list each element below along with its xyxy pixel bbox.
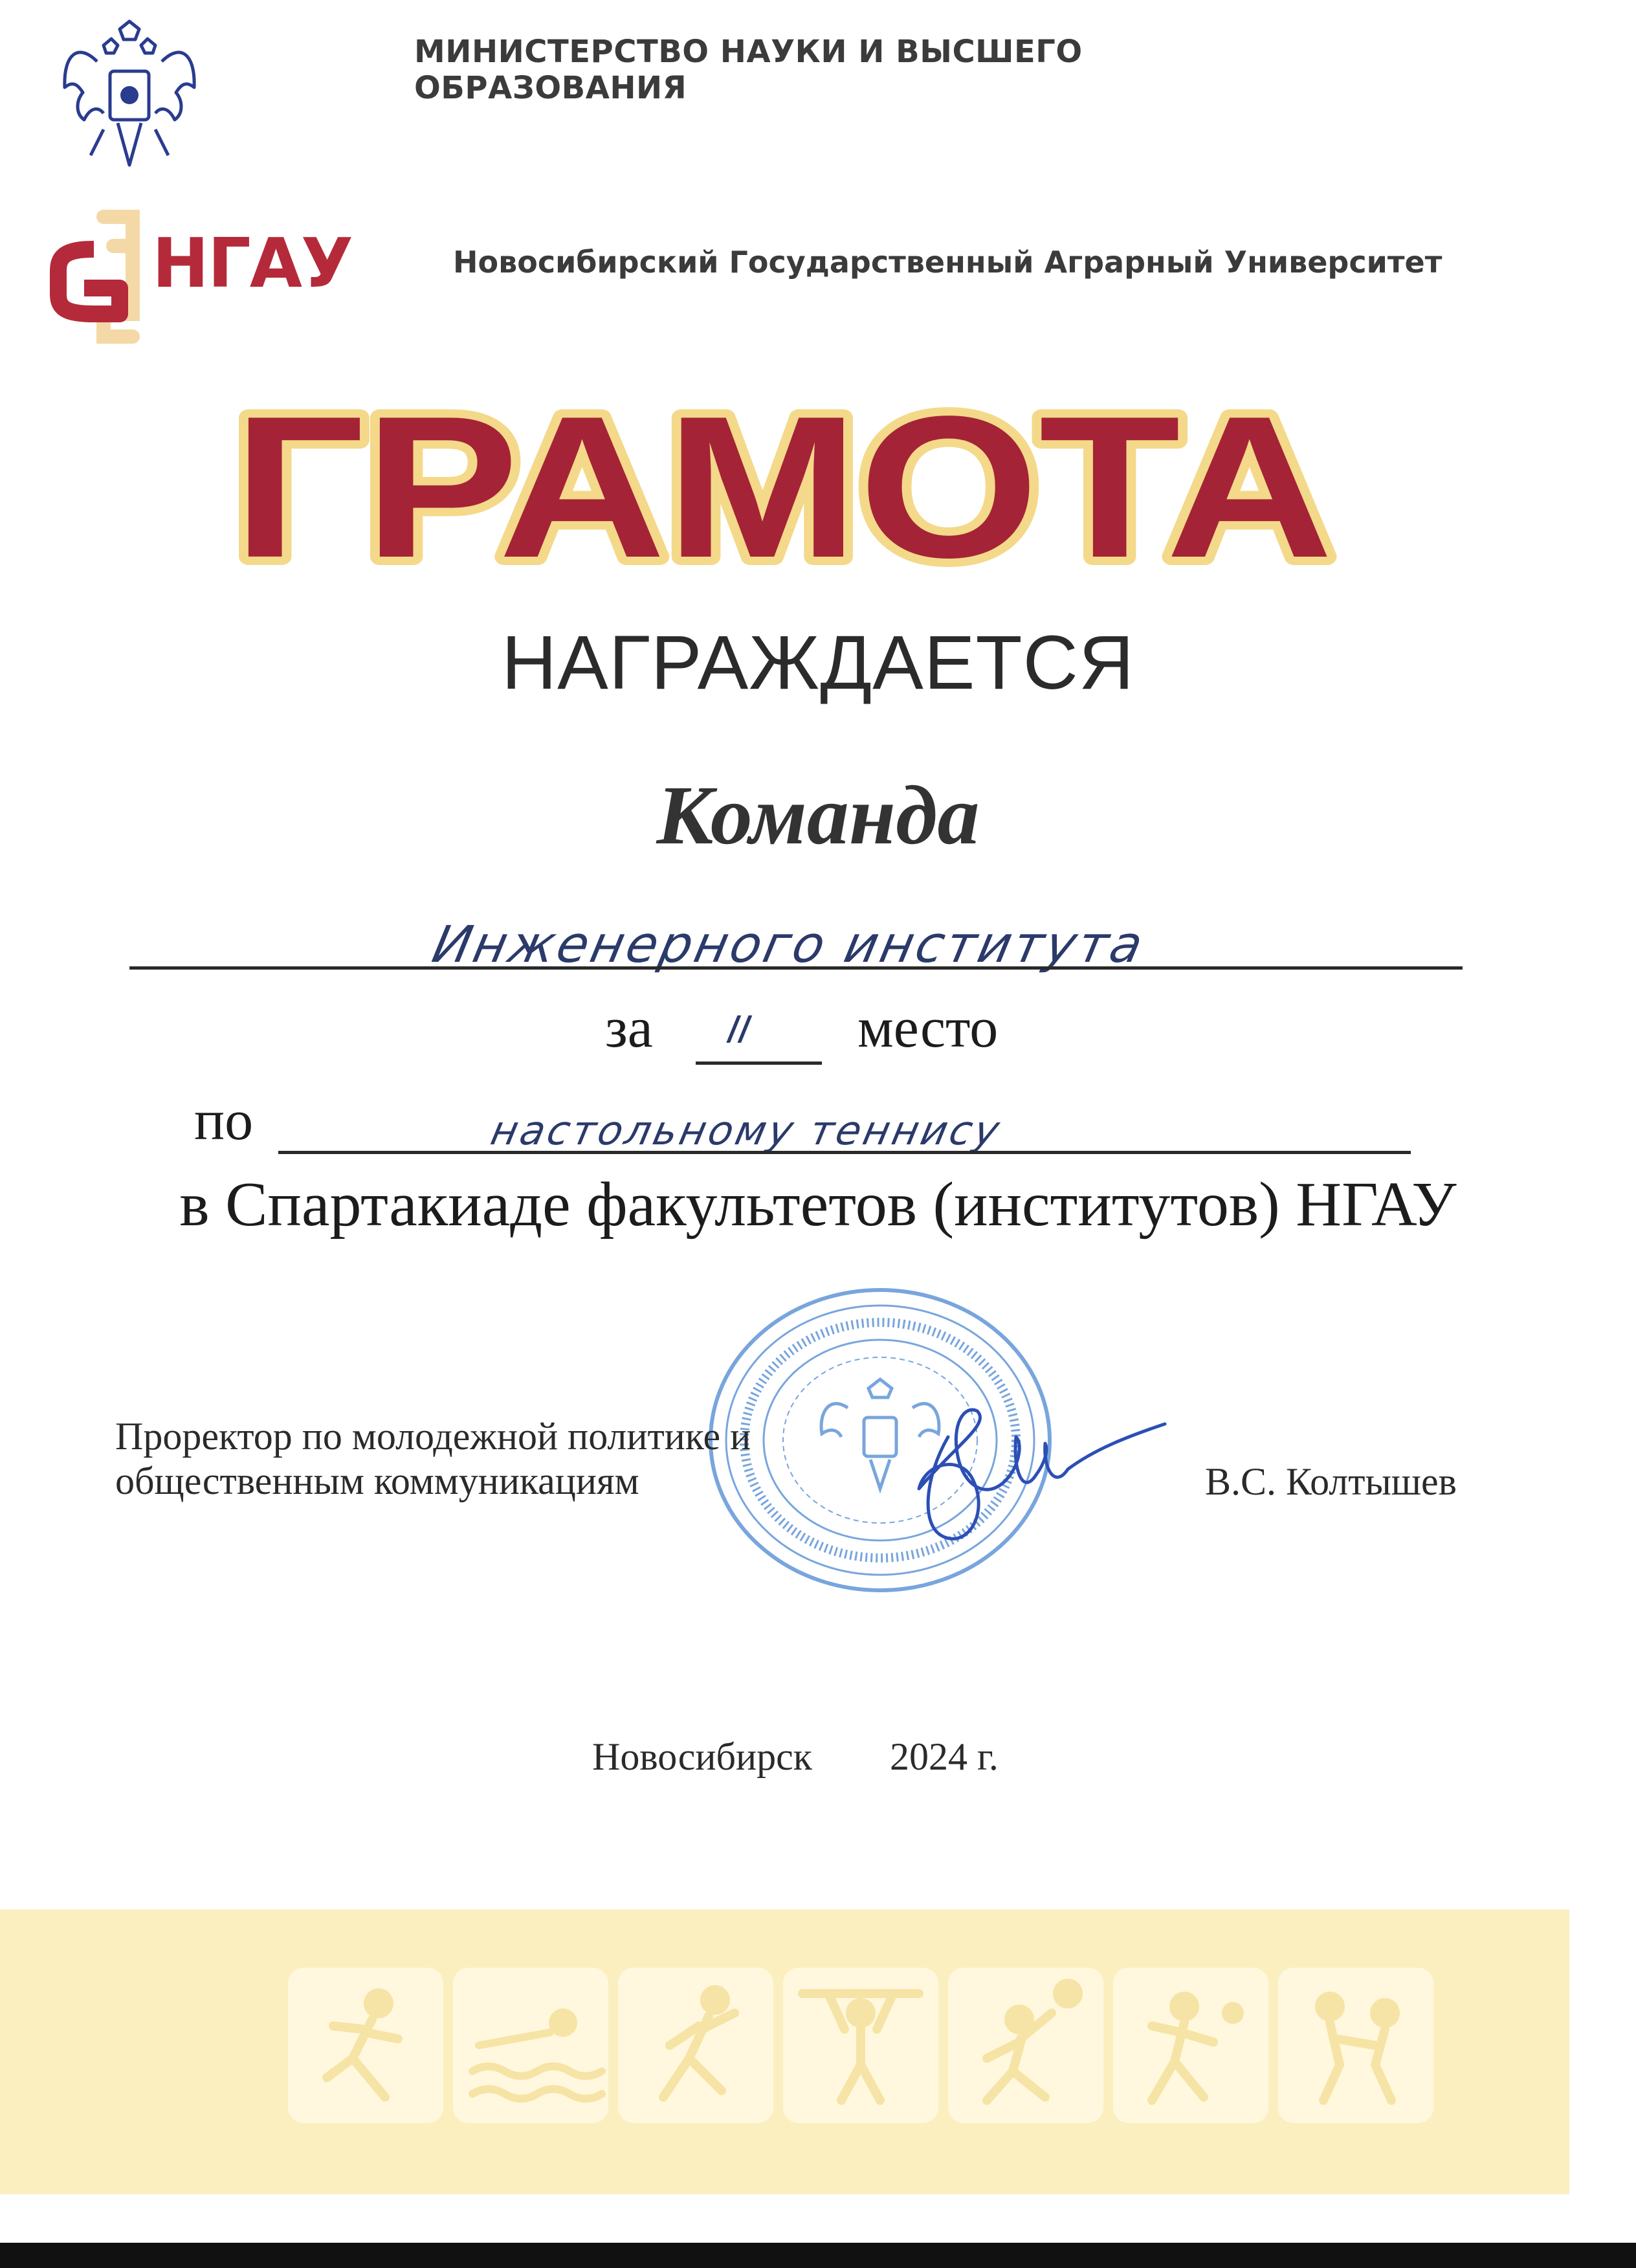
- place-underline: [696, 1062, 822, 1065]
- event-line: в Спартакиаде факультетов (институтов) НГАУ: [179, 1170, 1457, 1240]
- certificate-title: [214, 350, 1353, 595]
- sport-pictogram-table-tennis: [1113, 1968, 1268, 2123]
- signatory-position-line2: общественным коммуникациям: [115, 1460, 639, 1502]
- handwritten-signature: [900, 1398, 1171, 1566]
- footer-year: 2024 г.: [890, 1735, 999, 1778]
- recipient-underline: [129, 966, 1463, 970]
- place-handwritten: II: [723, 1008, 755, 1052]
- sports-band: [0, 1909, 1569, 2194]
- signatory-position-line1: Проректор по молодежной политике и: [115, 1415, 751, 1458]
- state-emblem-icon: [58, 16, 201, 172]
- ngau-logo-icon: [45, 207, 149, 346]
- discipline-underline: [278, 1151, 1411, 1154]
- sport-pictogram-swimming: [453, 1968, 608, 2123]
- sport-pictogram-running: [288, 1968, 443, 2123]
- awarded-heading: НАГРАЖДАЕТСЯ: [501, 620, 1135, 706]
- recipient-handwritten: Инженерного института: [427, 916, 1151, 974]
- signatory-name: В.С. Колтышев: [1205, 1460, 1457, 1503]
- sport-pictogram-volleyball: [948, 1968, 1103, 2123]
- sport-pictogram-skiing: [618, 1968, 773, 2123]
- place-prefix: за: [605, 997, 653, 1060]
- university-name: Новосибирский Государственный Аграрный Университет: [453, 245, 1443, 280]
- footer-city: Новосибирск: [592, 1735, 812, 1778]
- sport-pictogram-weightlifting: [783, 1968, 938, 2123]
- scan-bottom-edge: [0, 2243, 1636, 2268]
- recipient-label: Команда: [656, 769, 980, 862]
- discipline-prefix: по: [194, 1089, 254, 1152]
- signatory-position: [115, 1414, 892, 1504]
- certificate-title-text: ГРАМОТА: [233, 375, 1333, 595]
- ngau-logo-text: НГАУ: [152, 224, 352, 303]
- ministry-heading: МИНИСТЕРСТВО НАУКИ И ВЫСШЕГО ОБРАЗОВАНИЯ: [414, 34, 1083, 106]
- place-suffix: место: [857, 997, 999, 1060]
- sport-pictogram-wrestling: [1278, 1968, 1433, 2123]
- discipline-handwritten: настольному теннису: [487, 1107, 1006, 1154]
